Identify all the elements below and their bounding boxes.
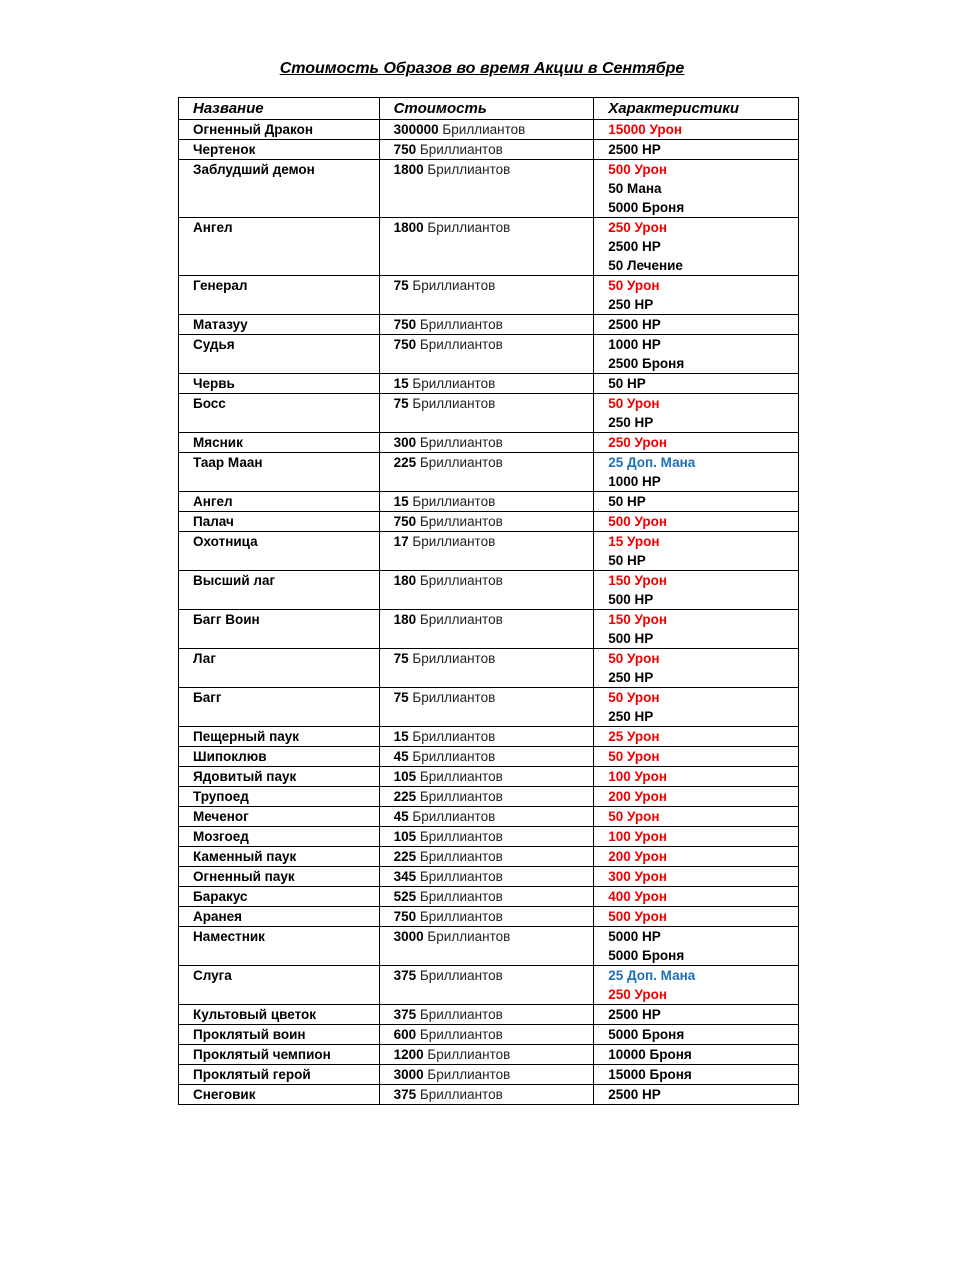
costume-stats (594, 1025, 799, 1045)
cost-amount: 375 (393, 968, 417, 983)
stat-line: 250 Урон (608, 435, 668, 450)
cost-amount: 15 (393, 494, 409, 509)
stat-line: 2500 Броня (608, 356, 685, 371)
costume-cost (379, 394, 594, 433)
cost-amount: 45 (393, 749, 409, 764)
cost-currency: Бриллиантов (427, 220, 511, 235)
cost-currency: Бриллиантов (419, 1027, 503, 1042)
stat-line: 150 Урон (608, 573, 668, 588)
table-row (179, 610, 799, 649)
costume-stats (594, 492, 799, 512)
table-row (179, 492, 799, 512)
stat-line: 500 HP (608, 592, 654, 607)
cost-amount: 180 (393, 573, 417, 588)
stat-line: 50 HP (608, 494, 646, 509)
costume-name: Снеговик (179, 1085, 380, 1105)
costume-name: Заблудший демон (179, 160, 380, 218)
costume-name: Охотница (179, 532, 380, 571)
costume-cost (379, 907, 594, 927)
costume-name: Каменный паук (179, 847, 380, 867)
header-name: Название (179, 98, 380, 120)
cost-currency: Бриллиантов (419, 968, 503, 983)
cost-currency: Бриллиантов (412, 809, 496, 824)
costume-stats (594, 966, 799, 1005)
stat-line: 25 Доп. Мана (608, 455, 696, 470)
cost-currency: Бриллиантов (419, 455, 503, 470)
cost-amount: 300 (393, 435, 417, 450)
costume-name: Огненный Дракон (179, 120, 380, 140)
costume-name: Мозгоед (179, 827, 380, 847)
stat-line: 300 Урон (608, 869, 668, 884)
stat-line: 50 Урон (608, 396, 660, 411)
costume-stats (594, 747, 799, 767)
cost-amount: 300000 (393, 122, 439, 137)
cost-amount: 750 (393, 142, 417, 157)
cost-currency: Бриллиантов (419, 909, 503, 924)
stat-line: 25 Доп. Мана (608, 968, 696, 983)
stat-line: 25 Урон (608, 729, 660, 744)
table-row (179, 512, 799, 532)
stat-line: 50 Урон (608, 278, 660, 293)
cost-currency: Бриллиантов (412, 651, 496, 666)
table-header-row (179, 98, 799, 120)
costume-name: Наместник (179, 927, 380, 966)
costume-stats (594, 867, 799, 887)
cost-amount: 15 (393, 376, 409, 391)
costume-name: Меченог (179, 807, 380, 827)
costume-stats (594, 140, 799, 160)
costume-cost (379, 571, 594, 610)
costume-cost (379, 512, 594, 532)
table-row (179, 1045, 799, 1065)
costume-name: Баракус (179, 887, 380, 907)
table-row (179, 120, 799, 140)
table-row (179, 160, 799, 218)
costume-name: Проклятый воин (179, 1025, 380, 1045)
stat-line: 500 Урон (608, 909, 668, 924)
costume-name: Босс (179, 394, 380, 433)
costume-cost (379, 374, 594, 394)
stat-line: 2500 HP (608, 317, 661, 332)
table-row (179, 315, 799, 335)
table-row (179, 335, 799, 374)
table-row (179, 688, 799, 727)
cost-currency: Бриллиантов (419, 337, 503, 352)
costume-stats (594, 512, 799, 532)
costume-name: Палач (179, 512, 380, 532)
costume-name: Багг Воин (179, 610, 380, 649)
stat-line: 250 HP (608, 709, 654, 724)
cost-amount: 3000 (393, 929, 424, 944)
cost-amount: 750 (393, 337, 417, 352)
cost-amount: 3000 (393, 1067, 424, 1082)
table-row (179, 887, 799, 907)
costume-name: Аранея (179, 907, 380, 927)
stat-line: 50 HP (608, 553, 646, 568)
cost-amount: 750 (393, 909, 417, 924)
cost-currency: Бриллиантов (419, 317, 503, 332)
stat-line: 250 Урон (608, 987, 668, 1002)
table-row (179, 374, 799, 394)
header-cost: Стоимость (379, 98, 594, 120)
cost-amount: 105 (393, 769, 417, 784)
cost-currency: Бриллиантов (419, 1007, 503, 1022)
costume-stats (594, 1085, 799, 1105)
costume-cost (379, 747, 594, 767)
stat-line: 1000 HP (608, 337, 661, 352)
costume-name: Таар Маан (179, 453, 380, 492)
costume-stats (594, 767, 799, 787)
costume-stats (594, 1045, 799, 1065)
costume-stats (594, 1065, 799, 1085)
cost-currency: Бриллиантов (412, 534, 496, 549)
cost-amount: 75 (393, 651, 409, 666)
cost-currency: Бриллиантов (427, 1047, 511, 1062)
stat-line: 2500 HP (608, 1087, 661, 1102)
cost-currency: Бриллиантов (419, 435, 503, 450)
stat-line: 50 Лечение (608, 258, 683, 273)
costume-name: Матазуу (179, 315, 380, 335)
table-row (179, 907, 799, 927)
cost-currency: Бриллиантов (412, 396, 496, 411)
costume-stats (594, 315, 799, 335)
costume-name: Культовый цветок (179, 1005, 380, 1025)
costume-name: Пещерный паук (179, 727, 380, 747)
costume-name: Лаг (179, 649, 380, 688)
cost-currency: Бриллиантов (419, 612, 503, 627)
stat-line: 250 HP (608, 297, 654, 312)
table-row (179, 807, 799, 827)
costume-cost (379, 160, 594, 218)
table-row (179, 927, 799, 966)
costume-name: Ядовитый паук (179, 767, 380, 787)
cost-currency: Бриллиантов (442, 122, 526, 137)
stat-line: 50 Урон (608, 809, 660, 824)
costume-cost (379, 315, 594, 335)
stat-line: 50 Урон (608, 690, 660, 705)
cost-amount: 225 (393, 789, 417, 804)
cost-amount: 375 (393, 1007, 417, 1022)
table-row (179, 767, 799, 787)
costume-stats (594, 887, 799, 907)
costume-name: Ангел (179, 492, 380, 512)
costume-name: Генерал (179, 276, 380, 315)
costume-name: Багг (179, 688, 380, 727)
stat-line: 5000 HP (608, 929, 661, 944)
cost-amount: 750 (393, 317, 417, 332)
costume-name: Огненный паук (179, 867, 380, 887)
costume-stats (594, 610, 799, 649)
costume-stats (594, 532, 799, 571)
table-row (179, 571, 799, 610)
cost-amount: 375 (393, 1087, 417, 1102)
costume-name: Проклятый герой (179, 1065, 380, 1085)
stat-line: 5000 Броня (608, 1027, 685, 1042)
table-row (179, 218, 799, 276)
cost-currency: Бриллиантов (419, 514, 503, 529)
costume-cost (379, 433, 594, 453)
costume-name: Чертенок (179, 140, 380, 160)
costume-cost (379, 1085, 594, 1105)
cost-currency: Бриллиантов (419, 869, 503, 884)
costume-cost (379, 140, 594, 160)
cost-amount: 525 (393, 889, 417, 904)
costume-name: Слуга (179, 966, 380, 1005)
stat-line: 10000 Броня (608, 1047, 692, 1062)
cost-amount: 1200 (393, 1047, 424, 1062)
costume-stats (594, 160, 799, 218)
table-row (179, 532, 799, 571)
costume-cost (379, 276, 594, 315)
stat-line: 2500 HP (608, 239, 661, 254)
costume-cost (379, 649, 594, 688)
costume-cost (379, 120, 594, 140)
costume-stats (594, 727, 799, 747)
stat-line: 50 Мана (608, 181, 662, 196)
cost-amount: 45 (393, 809, 409, 824)
stat-line: 200 Урон (608, 849, 668, 864)
table-row (179, 453, 799, 492)
cost-currency: Бриллиантов (419, 769, 503, 784)
costume-cost (379, 887, 594, 907)
table-row (179, 276, 799, 315)
cost-currency: Бриллиантов (412, 729, 496, 744)
stat-line: 5000 Броня (608, 200, 685, 215)
stat-line: 15000 Урон (608, 122, 683, 137)
stat-line: 100 Урон (608, 769, 668, 784)
costume-name: Трупоед (179, 787, 380, 807)
table-row (179, 827, 799, 847)
cost-amount: 1800 (393, 162, 424, 177)
stat-line: 500 Урон (608, 514, 668, 529)
table-row (179, 649, 799, 688)
stat-line: 250 Урон (608, 220, 668, 235)
cost-currency: Бриллиантов (427, 162, 511, 177)
cost-currency: Бриллиантов (427, 929, 511, 944)
costume-cost (379, 532, 594, 571)
cost-currency: Бриллиантов (427, 1067, 511, 1082)
costume-stats (594, 847, 799, 867)
cost-currency: Бриллиантов (419, 1087, 503, 1102)
table-row (179, 1065, 799, 1085)
cost-amount: 600 (393, 1027, 417, 1042)
table-row (179, 140, 799, 160)
cost-currency: Бриллиантов (419, 829, 503, 844)
cost-currency: Бриллиантов (419, 789, 503, 804)
costume-stats (594, 276, 799, 315)
costume-cost (379, 927, 594, 966)
stat-line: 1000 HP (608, 474, 661, 489)
costume-cost (379, 867, 594, 887)
stat-line: 15 Урон (608, 534, 660, 549)
costume-stats (594, 394, 799, 433)
table-row (179, 1025, 799, 1045)
cost-currency: Бриллиантов (412, 278, 496, 293)
costume-cost (379, 492, 594, 512)
stat-line: 50 HP (608, 376, 646, 391)
costume-name: Червь (179, 374, 380, 394)
costume-stats (594, 571, 799, 610)
cost-amount: 345 (393, 869, 417, 884)
costume-cost (379, 1005, 594, 1025)
costume-cost (379, 787, 594, 807)
costume-stats (594, 374, 799, 394)
cost-currency: Бриллиантов (412, 690, 496, 705)
costume-name: Шипоклюв (179, 747, 380, 767)
costume-cost (379, 727, 594, 747)
costume-stats (594, 649, 799, 688)
stat-line: 50 Урон (608, 749, 660, 764)
table-row (179, 727, 799, 747)
costume-name: Судья (179, 335, 380, 374)
cost-amount: 17 (393, 534, 409, 549)
stat-line: 15000 Броня (608, 1067, 692, 1082)
stat-line: 5000 Броня (608, 948, 685, 963)
costume-name: Высший лаг (179, 571, 380, 610)
page-title: Стоимость Образов во время Акции в Сентябре (279, 60, 685, 77)
stat-line: 2500 HP (608, 142, 661, 157)
costume-cost (379, 610, 594, 649)
costume-cost (379, 1065, 594, 1085)
stat-line: 500 HP (608, 631, 654, 646)
table-row (179, 787, 799, 807)
table-row (179, 747, 799, 767)
cost-currency: Бриллиантов (419, 573, 503, 588)
cost-amount: 750 (393, 514, 417, 529)
cost-amount: 1800 (393, 220, 424, 235)
cost-amount: 225 (393, 455, 417, 470)
costume-cost (379, 335, 594, 374)
cost-amount: 75 (393, 396, 409, 411)
costume-stats (594, 1005, 799, 1025)
table-row (179, 847, 799, 867)
stat-line: 500 Урон (608, 162, 668, 177)
costume-name: Ангел (179, 218, 380, 276)
costume-cost (379, 827, 594, 847)
cost-amount: 105 (393, 829, 417, 844)
table-row (179, 867, 799, 887)
costume-stats (594, 218, 799, 276)
costume-stats (594, 927, 799, 966)
costume-cost (379, 218, 594, 276)
costume-cost (379, 847, 594, 867)
stat-line: 100 Урон (608, 829, 668, 844)
cost-amount: 225 (393, 849, 417, 864)
costume-name: Мясник (179, 433, 380, 453)
costume-stats (594, 453, 799, 492)
costume-cost (379, 966, 594, 1005)
costume-stats (594, 120, 799, 140)
costume-name: Проклятый чемпион (179, 1045, 380, 1065)
cost-currency: Бриллиантов (419, 849, 503, 864)
stat-line: 150 Урон (608, 612, 668, 627)
stat-line: 250 HP (608, 670, 654, 685)
cost-currency: Бриллиантов (412, 494, 496, 509)
costume-stats (594, 335, 799, 374)
cost-amount: 180 (393, 612, 417, 627)
cost-currency: Бриллиантов (412, 376, 496, 391)
costume-cost (379, 1045, 594, 1065)
cost-amount: 75 (393, 278, 409, 293)
costume-stats (594, 827, 799, 847)
costume-cost (379, 453, 594, 492)
cost-amount: 15 (393, 729, 409, 744)
table-row (179, 394, 799, 433)
costume-stats (594, 807, 799, 827)
stat-line: 50 Урон (608, 651, 660, 666)
table-row (179, 1005, 799, 1025)
table-body (179, 120, 799, 1105)
costume-stats (594, 787, 799, 807)
stat-line: 400 Урон (608, 889, 668, 904)
costume-cost (379, 807, 594, 827)
cost-currency: Бриллиантов (419, 142, 503, 157)
cost-amount: 75 (393, 690, 409, 705)
costume-cost (379, 1025, 594, 1045)
costume-cost (379, 688, 594, 727)
header-stats: Характеристики (594, 98, 799, 120)
costume-stats (594, 907, 799, 927)
table-row (179, 966, 799, 1005)
table-row (179, 1085, 799, 1105)
cost-currency: Бриллиантов (412, 749, 496, 764)
costume-stats (594, 433, 799, 453)
stat-line: 200 Урон (608, 789, 668, 804)
table-row (179, 433, 799, 453)
cost-currency: Бриллиантов (419, 889, 503, 904)
stat-line: 250 HP (608, 415, 654, 430)
costume-cost (379, 767, 594, 787)
stat-line: 2500 HP (608, 1007, 661, 1022)
costume-stats (594, 688, 799, 727)
costume-price-table (178, 97, 799, 1105)
